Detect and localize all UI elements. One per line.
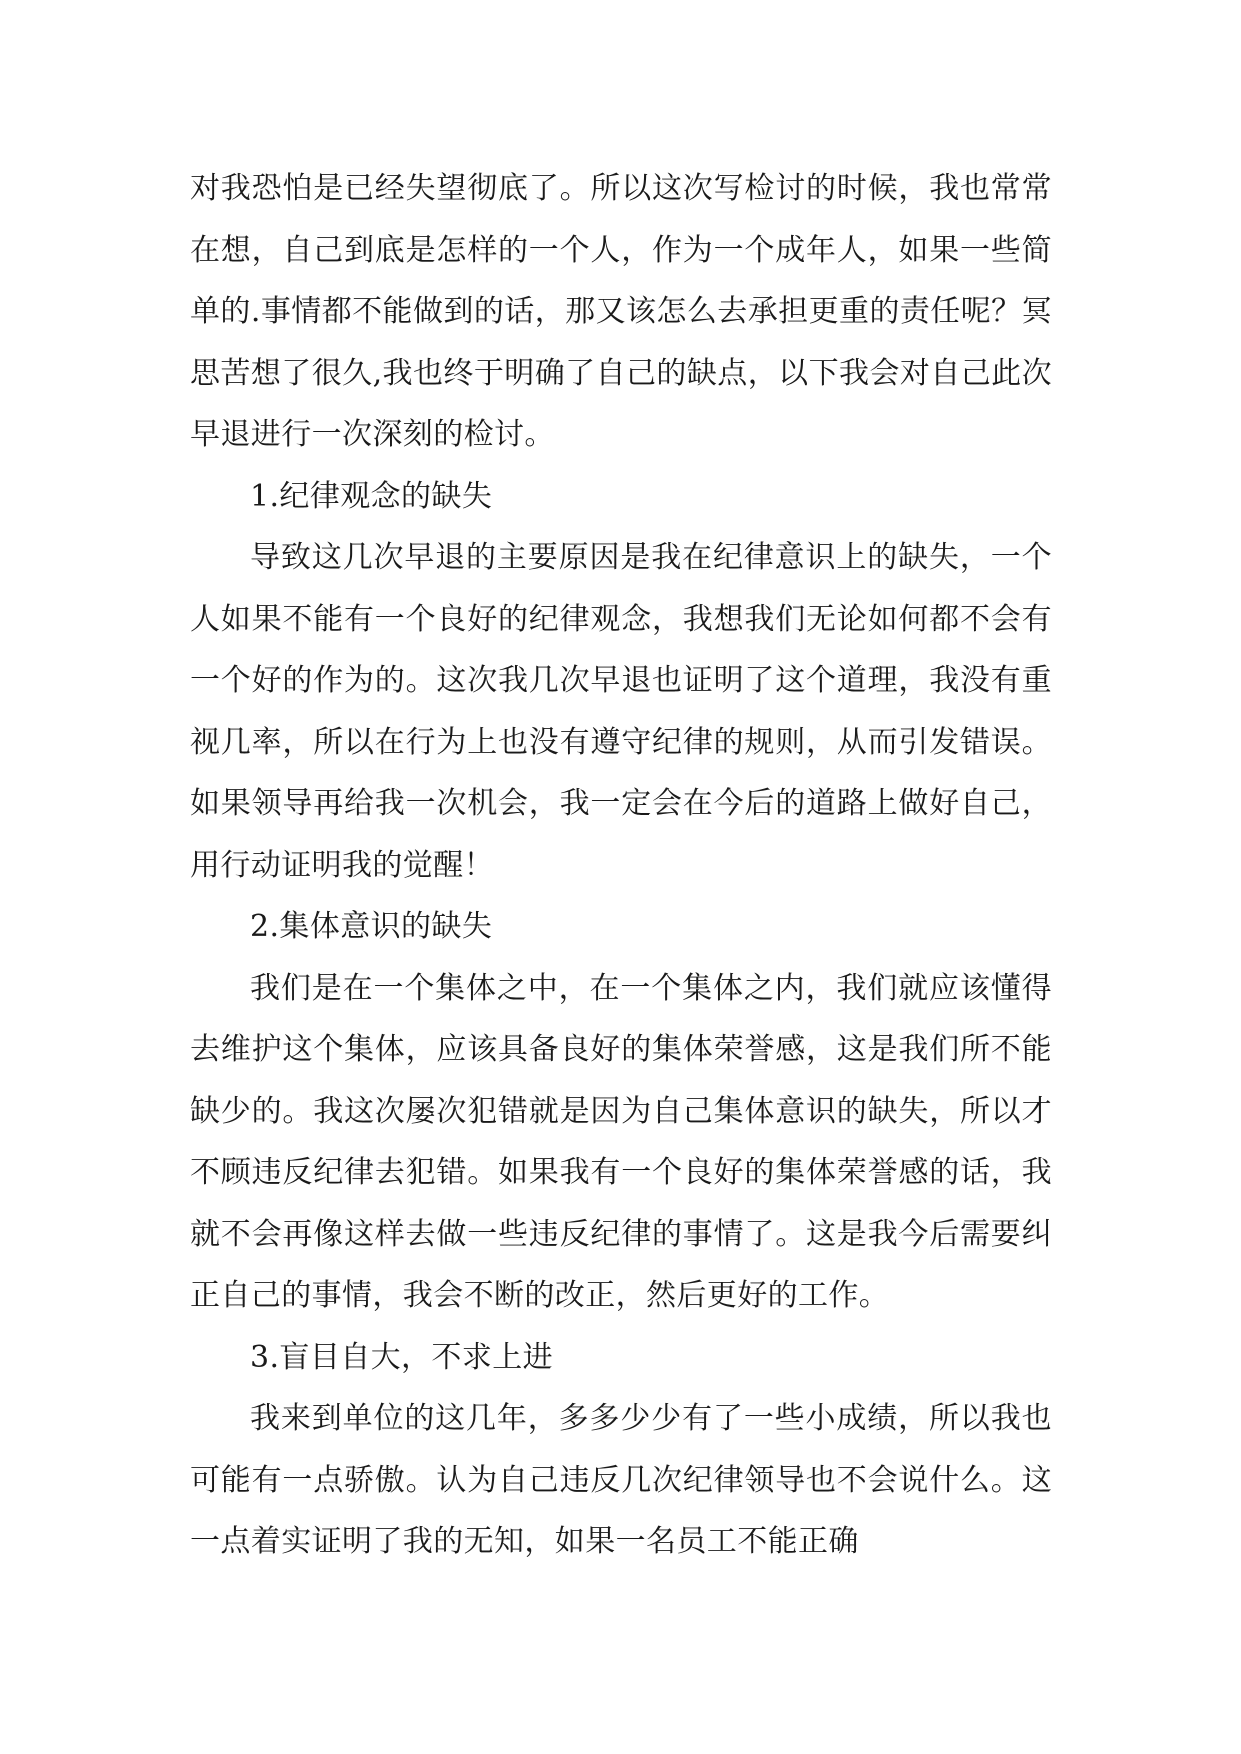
section-heading-collective: 2.集体意识的缺失 (250, 909, 493, 944)
paragraph-continued: 对我恐怕是已经失望彻底了。所以这次写检讨的时候，我也常常在想，自己到底是怎样的一个人，作为一个成年人，如果一些简单的.事情都不能做到的话，那又该怎么去承担更重的责任呢？冥思苦想了很久,我也终于明确了自己的缺点，以下我会对自己此次早退进行一次深刻的检讨。 (190, 171, 1052, 452)
section-heading-arrogance: 3.盲目自大，不求上进 (250, 1339, 554, 1375)
paragraph-discipline: 导致这几次早退的主要原因是我在纪律意识上的缺失，一个人如果不能有一个良好的纪律观念，我想我们无论如何都不会有一个好的作为的。这次我几次早退也证明了这个道理，我没有重视几率，所以在行为上也没有遵守纪律的规则，从而引发错误。如果领导再给我一次机会，我一定会在今后的道路上做好自己，用行动证明我的觉醒！ (190, 540, 1052, 883)
document-body (190, 158, 1052, 1573)
paragraph-collective: 我们是在一个集体之中，在一个集体之内，我们就应该懂得去维护这个集体，应该具备良好的集体荣誉感，这是我们所不能缺少的。我这次屡次犯错就是因为自己集体意识的缺失，所以才不顾违反纪律去犯错。如果我有一个良好的集体荣誉感的话，我就不会再像这样去做一些违反纪律的事情了。这是我今后需要纠正自己的事情，我会不断的改正，然后更好的工作。 (190, 970, 1052, 1313)
section-heading-discipline: 1.纪律观念的缺失 (250, 478, 493, 514)
paragraph-arrogance: 我来到单位的这几年，多多少少有了一些小成绩，所以我也可能有一点骄傲。认为自己违反几次纪律领导也不会说什么。这一点着实证明了我的无知，如果一名员工不能正确 (190, 1401, 1052, 1559)
